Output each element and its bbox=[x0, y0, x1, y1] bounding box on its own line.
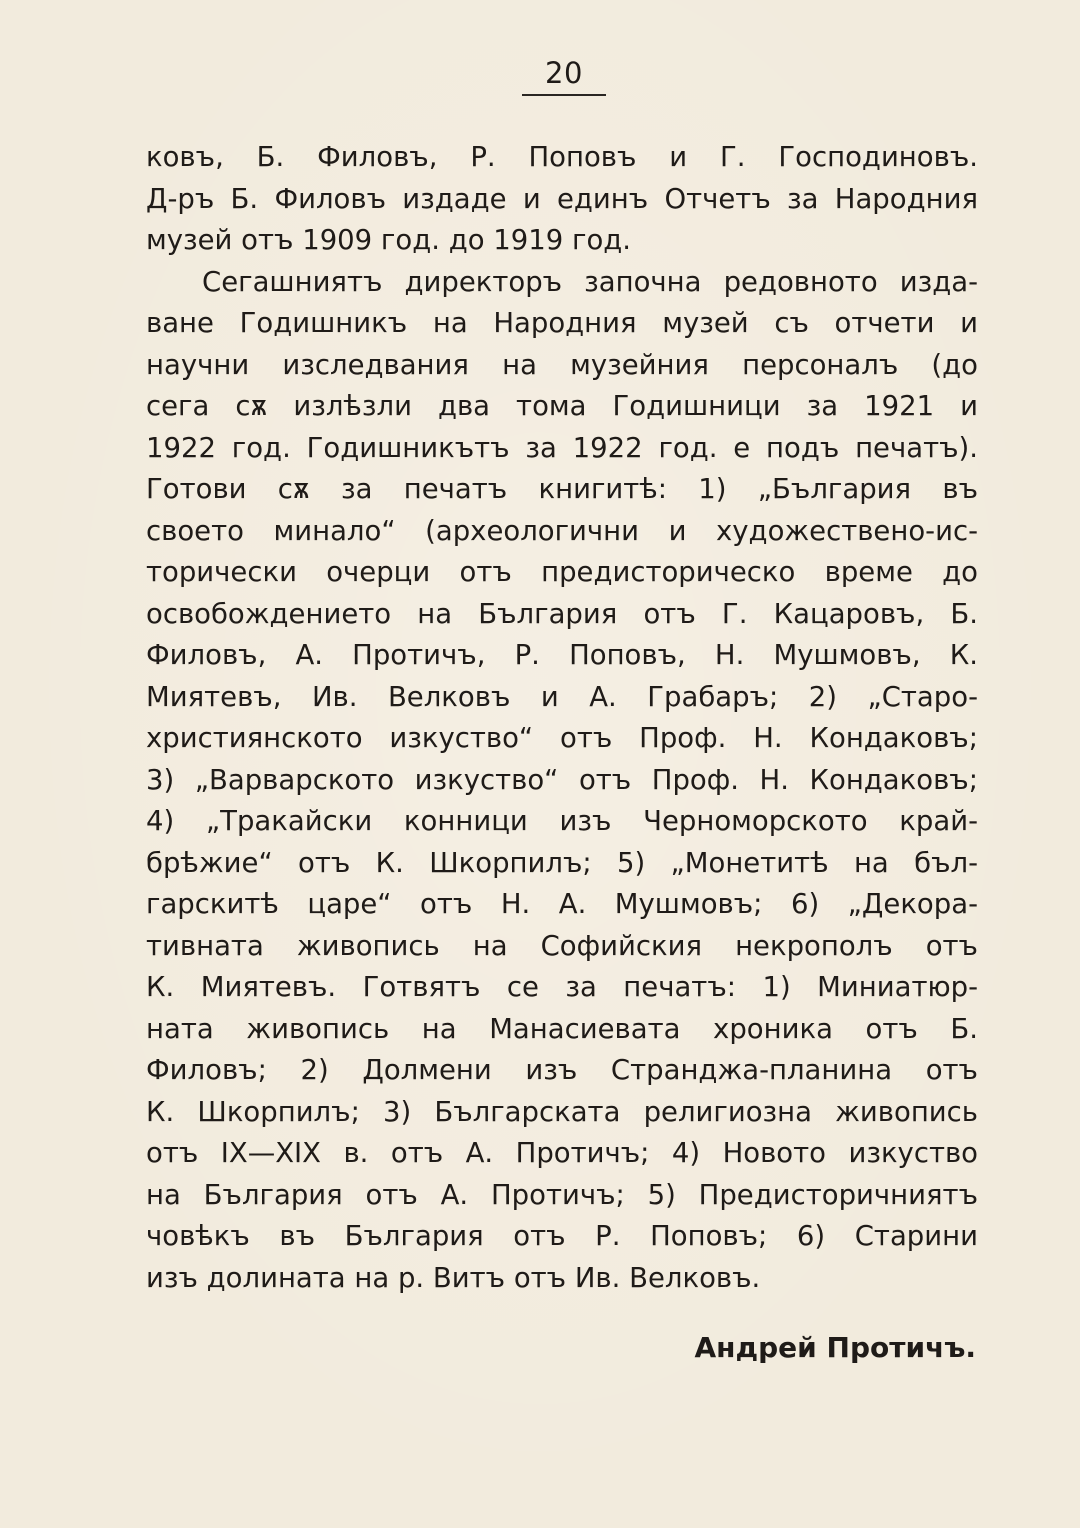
text-line: Филовъ; 2) Долмени изъ Странджа-планина отъ bbox=[146, 1054, 978, 1086]
author-signature: Андрей Протичъ. bbox=[694, 1331, 976, 1364]
text-line: Сегашниятъ директоръ започна редовното изда- bbox=[202, 265, 978, 298]
text-line: торически очерци отъ предисторическо време до bbox=[146, 556, 978, 588]
text-line: 3) „Варварското изкуство“ отъ Проф. Н. Кондаковъ; bbox=[146, 763, 978, 796]
paragraph-1 bbox=[146, 137, 978, 262]
text-line: К. Миятевъ. Готвятъ се за печатъ: 1) Миниатюр- bbox=[146, 971, 978, 1003]
text-line: Миятевъ, Ив. Велковъ и А. Грабаръ; 2) „Старо- bbox=[146, 680, 978, 713]
text-line: Филовъ, А. Протичъ, Р. Поповъ, Н. Мушмовъ, К. bbox=[146, 639, 978, 671]
text-line: К. Шкорпилъ; 3) Българската религиозна живопись bbox=[146, 1095, 978, 1128]
body-text bbox=[146, 137, 978, 1299]
text-line: 1922 год. Годишникътъ за 1922 год. е подъ печатъ). bbox=[146, 431, 978, 464]
text-line: Готови сѫ за печатъ книгитѣ: 1) „България въ bbox=[146, 473, 978, 505]
text-line: на България отъ А. Протичъ; 5) Предисторичниятъ bbox=[146, 1178, 978, 1211]
page-number-underline bbox=[522, 94, 606, 96]
paragraph-2 bbox=[146, 262, 978, 1300]
text-line: сега сѫ излѣзли два тома Годишници за 1921 и bbox=[146, 390, 978, 422]
text-line: музей отъ 1909 год. до 1919 год. bbox=[146, 224, 632, 256]
text-line: ната живопись на Манасиевата хроника отъ Б. bbox=[146, 1012, 978, 1045]
text-line: брѣжие“ отъ К. Шкорпилъ; 5) „Монетитѣ на бъл- bbox=[146, 846, 978, 879]
text-line: християнското изкуство“ отъ Проф. Н. Кондаковъ; bbox=[146, 722, 978, 754]
text-line: човѣкъ въ България отъ Р. Поповъ; 6) Старини bbox=[146, 1220, 978, 1252]
text-line: ковъ, Б. Филовъ, Р. Поповъ и Г. Господиновъ. bbox=[146, 141, 978, 173]
text-line: научни изследвания на музейния персоналъ (до bbox=[146, 348, 978, 381]
text-line: тивната живопись на Софийския некрополъ отъ bbox=[146, 929, 978, 962]
text-line: ване Годишникъ на Народния музей съ отчети и bbox=[146, 307, 978, 339]
page-number: 20 bbox=[545, 56, 583, 90]
text-line: 4) „Тракайски конници изъ Черноморското край- bbox=[146, 805, 978, 837]
text-line: Д-ръ Б. Филовъ издаде и единъ Отчетъ за Народния bbox=[146, 182, 978, 215]
text-line: отъ IX—XIX в. отъ А. Протичъ; 4) Новото изкуство bbox=[146, 1137, 978, 1169]
page-header bbox=[520, 56, 608, 96]
text-line: освобождението на България отъ Г. Кацаровъ, Б. bbox=[146, 597, 978, 630]
text-line: своето минало“ (археологични и художествено-ис- bbox=[146, 514, 978, 547]
text-line: гарскитѣ царе“ отъ Н. А. Мушмовъ; 6) „Декора- bbox=[146, 888, 978, 920]
text-line: изъ долината на р. Витъ отъ Ив. Велковъ. bbox=[146, 1261, 761, 1294]
